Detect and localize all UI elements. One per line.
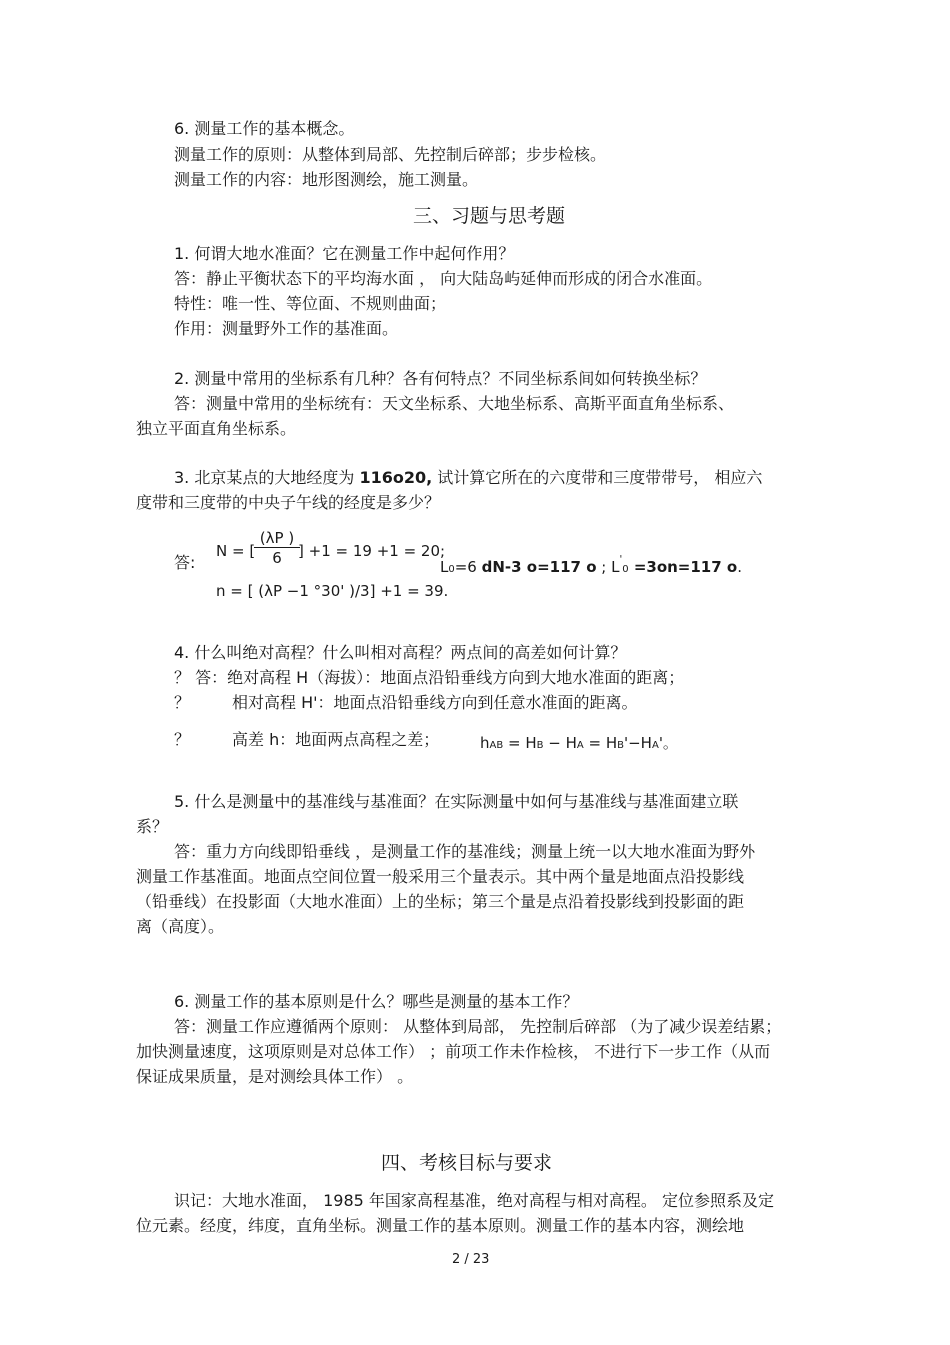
question-3-line-2: 度带和三度带的中央子午线的经度是多少？ [136,493,441,512]
formula-n-three-degree: n = [ (λP −1 °30' )/3] +1 = 39. [216,582,449,600]
answer-5-line-3: （铅垂线）在投影面（大地水准面）上的坐标；第三个量是点沿着投影线到投影面的距 [136,892,745,911]
question-4: 4. 什么叫绝对高程？什么叫相对高程？两点间的高差如何计算？ [174,643,627,662]
answer-6-line-3: 保证成果质量，是对测绘具体工作） 。 [136,1067,414,1086]
l0p-letter: ; L [596,558,620,576]
hf-5: − H [543,734,577,752]
answer-1-line-1: 答：静止平衡状态下的平均海水面 ， 向大陆岛屿延伸而形成的闭合水准面。 [174,269,713,288]
question-3-post: 试计算它所在的六度带和三度带带号， 相应六 [432,468,763,487]
question-3-pre: 3. 北京某点的大地经度为 [174,468,360,487]
longitude-value: 116o20, [359,468,433,487]
l0-sub: 0 [448,564,455,575]
fraction-numerator: (λP ) [254,529,300,548]
answer-5-line-1: 答：重力方向线即铅垂线 ，是测量工作的基准线；测量上统一以大地水准面为野外 [174,842,756,861]
item-title: 6. 测量工作的基本概念。 [174,119,355,138]
question-2: 2. 测量中常用的坐标系有几种？各有何特点？不同坐标系间如何转换坐标？ [174,369,707,388]
answer-5-line-4: 离（高度）。 [136,917,225,936]
height-difference-formula [480,732,678,753]
hf-4: B [536,740,544,751]
question-3-line-1 [174,468,762,488]
answer-4-line-2: 相对高程 H'：地面点沿铅垂线方向到任意水准面的距离。 [232,693,638,712]
formula-n-post: ] +1 = 19 +1 = 20; [298,542,446,560]
hf-8: B [617,740,624,751]
l0p-value: =3on=117 o [628,558,738,576]
hf-6: A [576,740,584,751]
answer-1-line-3: 作用：测量野外工作的基准面。 [174,319,399,338]
hf-10: A [651,740,659,751]
page-number: 2 / 23 [452,1252,490,1267]
question-1: 1. 何谓大地水准面？它在测量工作中起何作用？ [174,244,515,263]
section-4-line-1: 识记：大地水准面， 1985 年国家高程基准，绝对高程与相对高程。 定位参照系及定 [174,1191,774,1210]
hf-9: '−H [623,734,652,752]
answer-6-line-1: 答：测量工作应遵循两个原则： 从整体到局部， 先控制后碎部 （为了减少误差结累； [174,1017,782,1036]
section-4-heading: 四、考核目标与要求 [381,1152,553,1174]
answer-4-line-2-mark: ？ [174,693,191,712]
fraction [254,529,300,568]
answer-5-line-2: 测量工作基准面。地面点空间位置一般采用三个量表示。其中两个量是地面点沿投影线 [136,867,745,886]
l0p-sub: 0 [622,564,629,575]
l0-eq: =6 [454,558,482,576]
section-4-line-2: 位元素。经度，纬度，直角坐标。测量工作的基本原则。测量工作的基本内容，测绘地 [136,1216,745,1235]
answer-1-line-2: 特性：唯一性、等位面、不规则曲面； [174,294,447,313]
formula-l0 [440,554,742,576]
hf-3: = H [503,734,537,752]
answer-4-line-3: 高差 h：地面两点高程之差； [232,730,440,749]
section-heading: 三、习题与思考题 [413,205,566,227]
l0p-dot: . [737,558,742,576]
l0-letter: L [440,558,449,576]
hf-7: = H [583,734,618,752]
hf-11: '。 [658,734,678,752]
content-line: 测量工作的内容：地形图测绘，施工测量。 [174,170,479,189]
question-5-line-2: 系？ [136,817,169,836]
answer-4-line-3-mark: ？ [174,730,191,749]
answer-6-line-2: 加快测量速度，这项原则是对总体工作） ；前项工作未作检核， 不进行下一步工作（从而 [136,1042,771,1061]
hf-1: h [480,734,490,752]
answer-2-line-1: 答：测量中常用的坐标统有：天文坐标系、大地坐标系、高斯平面直角坐标系、 [174,394,735,413]
hf-2: AB [489,740,504,751]
l0-value: dN-3 o=117 o [481,558,597,576]
answer-4-line-1: ？ 答：绝对高程 H（海拔）：地面点沿铅垂线方向到大地水准面的距离； [174,668,685,687]
question-5-line-1: 5. 什么是测量中的基准线与基准面？在实际测量中如何与基准线与基准面建立联 [174,792,739,811]
answer-3-label: 答: [174,553,196,572]
principle-line: 测量工作的原则：从整体到局部、先控制后碎部；步步检核。 [174,145,607,164]
fraction-denominator: 6 [272,549,282,567]
l0p-prime: ' [619,554,623,565]
formula-n-pre: N = [ [216,542,256,560]
question-6: 6. 测量工作的基本原则是什么？哪些是测量的基本工作？ [174,992,579,1011]
answer-2-line-2: 独立平面直角坐标系。 [136,419,297,438]
